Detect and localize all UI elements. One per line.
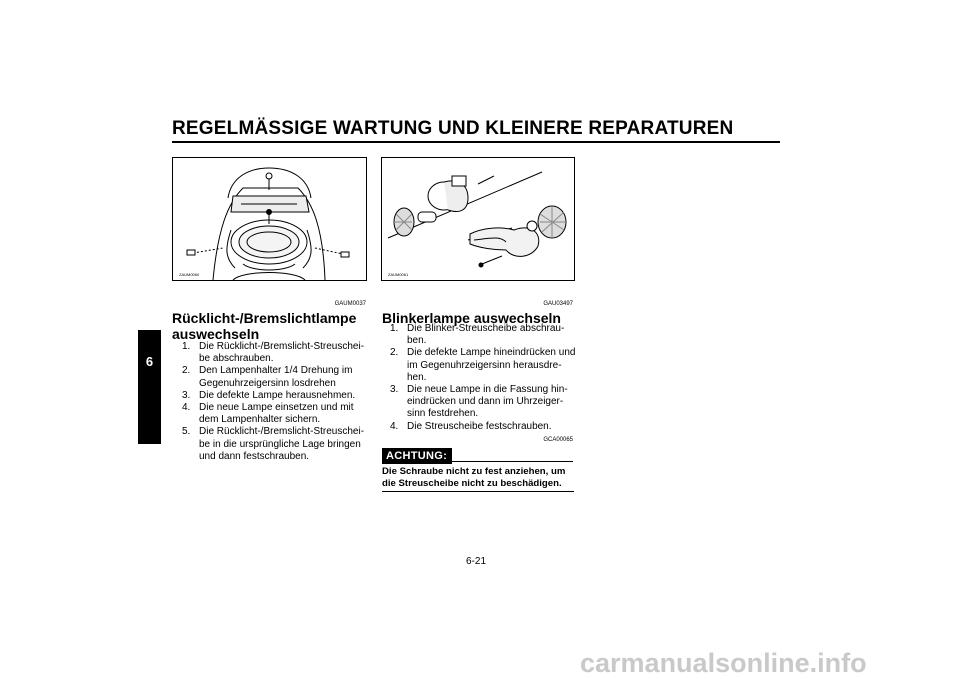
watermark: carmanualsonline.info bbox=[580, 648, 867, 678]
caution-label: ACHTUNG: bbox=[382, 448, 452, 464]
section-title-turn-signal: Blinkerlampe auswechseln bbox=[382, 310, 561, 326]
step-number: 3. bbox=[182, 389, 191, 401]
step-text: Die defekte Lampe hineindrücken und im Gegenuhrzeigersinn herausdre- hen. bbox=[407, 347, 576, 383]
caution-bottom-rule bbox=[382, 491, 574, 492]
step-number: 4. bbox=[182, 402, 191, 414]
tail-light-illustration bbox=[173, 158, 366, 280]
tail-light-steps bbox=[182, 341, 368, 463]
step-number: 2. bbox=[182, 365, 191, 377]
step-item bbox=[182, 341, 368, 365]
step-number: 2. bbox=[390, 347, 399, 359]
caution-rule bbox=[451, 461, 573, 462]
step-text: Die Streuscheibe festschrauben. bbox=[407, 420, 552, 432]
step-text: Die Rücklicht-/Bremslicht-Streuschei- be abschrauben. bbox=[199, 341, 365, 365]
step-text: Die neue Lampe einsetzen und mit dem Lampenhalter sichern. bbox=[199, 402, 354, 426]
header-rule bbox=[172, 141, 780, 143]
step-text: Die Blinker-Streuscheibe abschrau- ben. bbox=[407, 323, 565, 347]
step-text: Den Lampenhalter 1/4 Drehung im Gegenuhrzeigersinn losdrehen bbox=[199, 365, 353, 389]
reference-code: GAUM0037 bbox=[334, 301, 366, 307]
step-item bbox=[390, 347, 576, 384]
step-number: 3. bbox=[390, 384, 399, 396]
step-text: Die Rücklicht-/Bremslicht-Streuschei- be in die ursprüngliche Lage bringen und dann festschrauben. bbox=[199, 426, 365, 462]
figure-code: ZAUM0061 bbox=[388, 272, 409, 277]
step-number: 5. bbox=[182, 426, 191, 438]
step-number: 1. bbox=[390, 323, 399, 334]
step-item bbox=[182, 365, 368, 389]
page-number: 6-21 bbox=[466, 556, 487, 567]
step-item bbox=[390, 421, 576, 433]
reference-code: GAU03497 bbox=[543, 301, 573, 307]
step-text: Die defekte Lampe herausnehmen. bbox=[199, 389, 356, 401]
section-title-line: Rücklicht-/Bremslichtlampe bbox=[172, 310, 357, 326]
figure-code: ZAUM0060 bbox=[179, 272, 200, 277]
caution-text: Die Schraube nicht zu fest anziehen, um die Streuscheibe nicht zu beschädigen. bbox=[382, 466, 566, 489]
step-item bbox=[182, 390, 368, 402]
turn-signal-illustration bbox=[382, 158, 574, 280]
step-text: Die neue Lampe in die Fassung hin- eindrücken und dann im Uhrzeiger- sinn festdrehen. bbox=[407, 384, 568, 420]
page-title: REGELMÄSSIGE WARTUNG UND KLEINERE REPARATUREN bbox=[172, 118, 734, 139]
step-item bbox=[390, 384, 576, 421]
tail-light-figure bbox=[172, 157, 367, 281]
step-item bbox=[182, 426, 368, 463]
chapter-tab bbox=[138, 330, 161, 444]
step-number: 1. bbox=[182, 341, 191, 352]
section-title-line: auswechseln bbox=[172, 326, 260, 342]
turn-signal-steps bbox=[390, 323, 576, 433]
turn-signal-figure bbox=[381, 157, 575, 281]
step-number: 4. bbox=[390, 420, 399, 432]
step-item bbox=[390, 323, 576, 347]
section-title-tail-light bbox=[172, 310, 368, 342]
step-item bbox=[182, 402, 368, 426]
chapter-tab-label: 6 bbox=[145, 354, 154, 369]
caution-code: GCA00065 bbox=[543, 437, 573, 443]
